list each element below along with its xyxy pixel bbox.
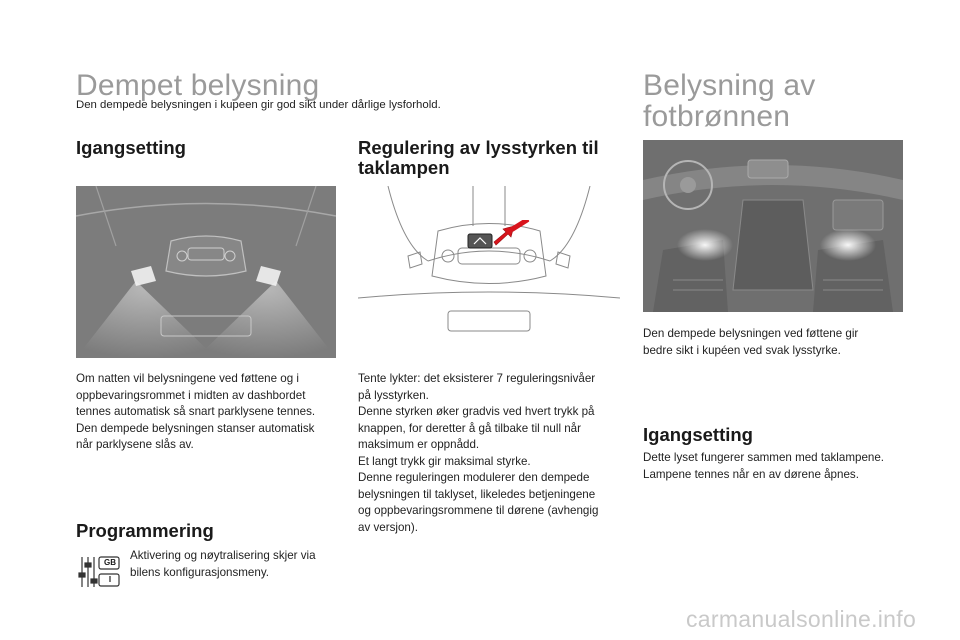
programmering-body: Aktivering og nøytralisering skjer via bilens konfigurasjonsmeny. [130,549,316,579]
footwell-caption: Den dempede belysningen ved føttene gir bedre sikt i kupéen ved svak lysstyrke. [643,327,859,357]
heading-regulering: Regulering av lysstyrken til taklampen [358,137,599,178]
igangsetting-right-body: Dette lyset fungerer sammen med taklampene. Lampene tennes når en av dørene åpnes. [643,451,885,481]
icon-label-gb: GB [104,558,116,567]
igangsetting-body: Om natten vil belysningene ved føttene og i oppbevaringsrommet i midten av dashbordet tennes automatisk så snart parklysene tennes. Den dempede belysningen stanser automatisk når parklysene slås av. [76,372,316,451]
icon-label-i: I [108,575,112,584]
heading-igangsetting-right: Igangsetting [643,424,753,445]
page-title: Dempet belysning [76,69,320,102]
watermark: carmanualsonline.info [686,606,917,632]
right-title: Belysning av fotbrønnen [643,69,816,133]
heading-programmering: Programmering [76,520,214,541]
ceiling-console-illustration [76,186,336,358]
footwell-photo [643,140,903,312]
page-subtitle: Den dempede belysningen i kupeen gir god sikt under dårlige lysforhold. [76,99,441,111]
heading-igangsetting: Igangsetting [76,137,186,158]
config-menu-icon [78,553,122,589]
console-line-drawing [358,186,620,358]
regulering-body: Tente lykter: det eksisterer 7 reguleringsnivåer på lysstyrken. Denne styrken øker gradvis ved hvert trykk på knappen, for deretter å gå tilbake til null når maksimum er oppnådd. Et langt trykk gir maksimal styrke. Denne reguleringen modulerer den dempede belysningen til taklyset, likeledes betjeningene og oppbevaringsrommene til dørene (avhengig av versjon). [358,372,599,534]
red-arrow-icon [492,220,532,246]
